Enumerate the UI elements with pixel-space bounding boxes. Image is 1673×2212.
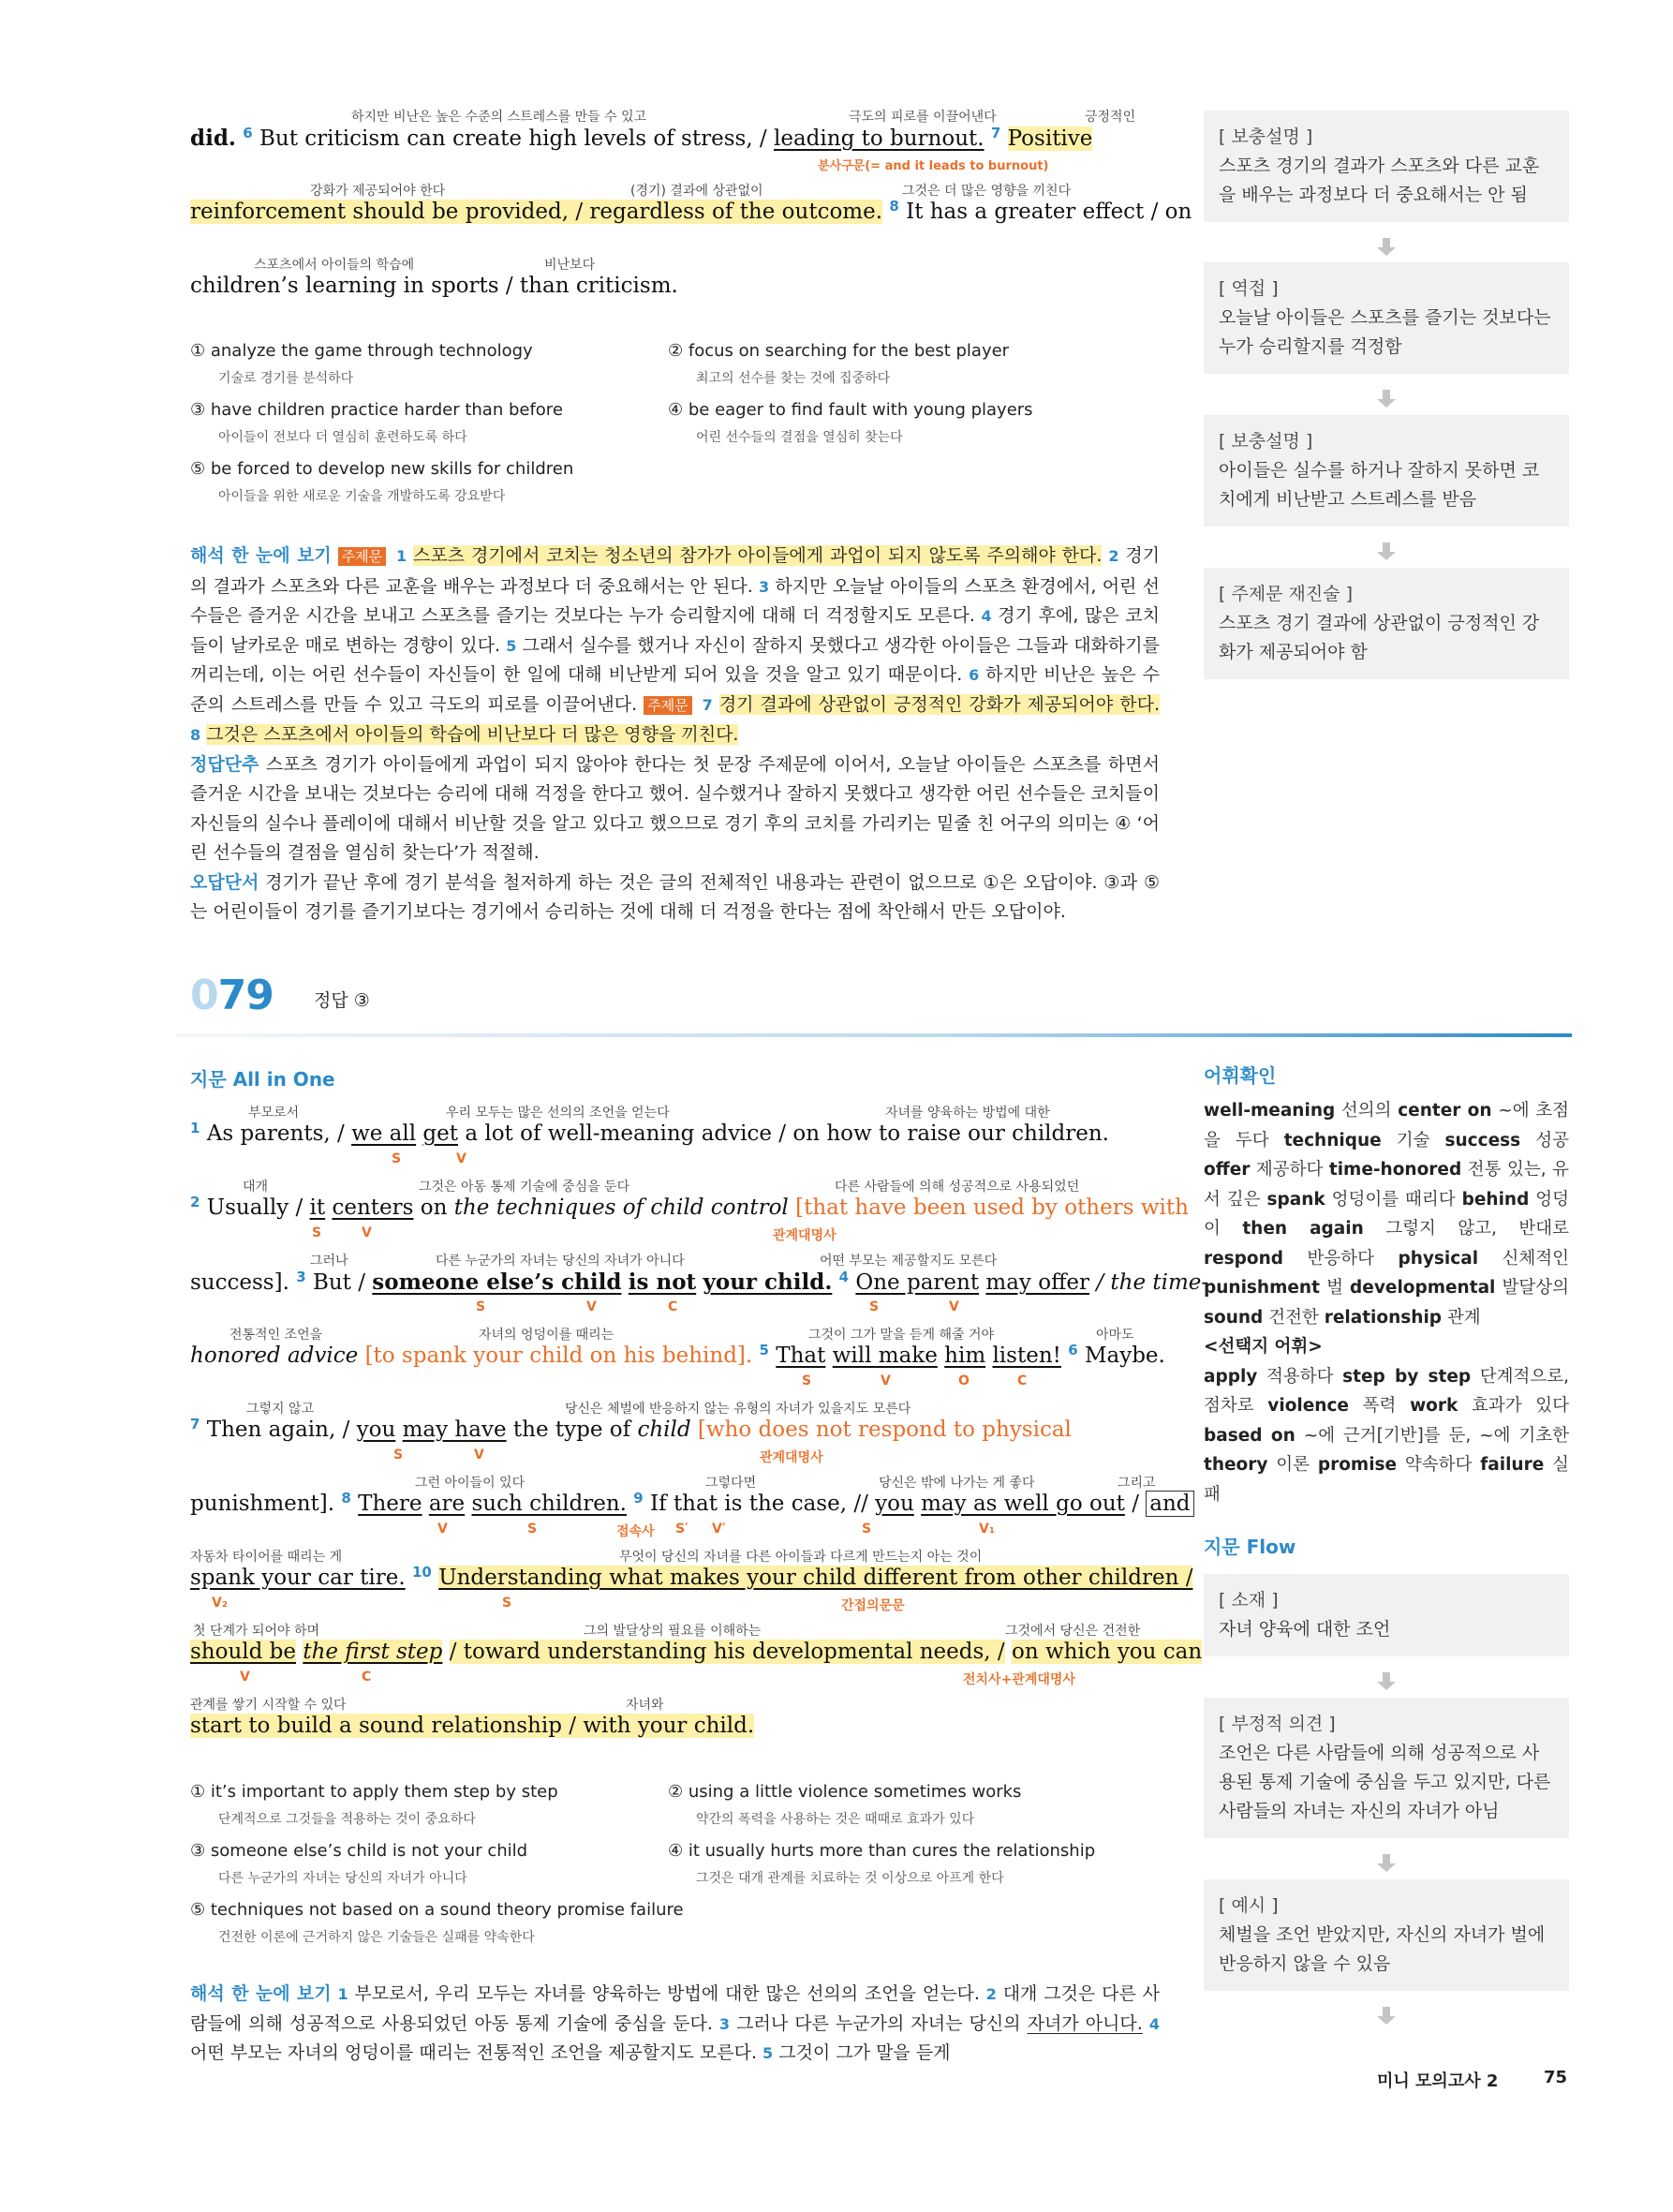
word: did. <box>190 126 236 151</box>
note-box <box>1204 415 1569 527</box>
subject: we all <box>351 1121 417 1146</box>
sentence-number: 5 <box>762 2044 774 2062</box>
gloss: 어떤 부모는 제공할지도 모른다 <box>820 1254 998 1269</box>
topic-tag: 주제문 <box>338 547 386 566</box>
vocab-word: respond <box>1204 1248 1284 1269</box>
vocab-meaning: 벌 <box>1326 1278 1343 1298</box>
vocab-word: failure <box>1480 1455 1545 1475</box>
vocab-meaning: 약속하다 <box>1404 1455 1473 1475</box>
choice-text: ③ have children practice harder than before <box>190 400 563 420</box>
sentence-number: 9 <box>633 1490 644 1507</box>
down-arrow-icon <box>1377 238 1396 257</box>
sentence-number: 5 <box>759 1342 769 1358</box>
sentence-number: 8 <box>341 1490 351 1507</box>
sentence: 그것이 그가 말을 듣게 <box>778 2042 951 2063</box>
flow-head: [ 부정적 의견 ] <box>1219 1714 1336 1734</box>
highlight-phrase: Understanding what makes your child different from other children / <box>438 1566 1193 1590</box>
choice-translation: 다른 누군가의 자녀는 당신의 자녀가 아니다 <box>218 1871 467 1886</box>
page-number: 75 <box>1544 2068 1568 2087</box>
vocab-word: then again <box>1242 1219 1364 1239</box>
verb: get <box>422 1121 458 1146</box>
grammar-mark: C <box>668 1299 678 1314</box>
choice-translation: 기술로 경기를 분석하다 <box>218 371 354 386</box>
gloss: 그것은 아동 통제 기술에 중심을 둔다 <box>419 1180 630 1195</box>
choice-text: ③ someone else’s child is not your child <box>190 1841 528 1861</box>
vocab-word: relationship <box>1324 1307 1443 1328</box>
grammar-mark: V <box>362 1225 372 1240</box>
sentence-number: 6 <box>1068 1342 1078 1358</box>
english-sentence <box>190 1714 1160 1738</box>
vocab-title: 어휘확인 <box>1204 1064 1277 1087</box>
vocab-meaning: 신체적인 <box>1502 1248 1570 1269</box>
section-label: 해석 한 눈에 보기 <box>190 545 332 566</box>
note-box <box>1204 568 1569 679</box>
gloss: 자녀의 엉덩이를 때리는 <box>479 1328 614 1343</box>
gloss: 당신은 체벌에 반응하지 않는 유형의 자녀가 있을지도 모른다 <box>565 1402 911 1417</box>
sentence-number: 10 <box>412 1564 432 1581</box>
vocab-word: violence <box>1267 1396 1349 1416</box>
note-body: 아이들은 실수를 하거나 잘하지 못하면 코치에게 비난받고 스트레스를 받음 <box>1219 460 1540 510</box>
sentence-number: 3 <box>718 2014 731 2033</box>
vocab-meaning: 엉덩이 <box>1204 1189 1570 1239</box>
english-sentence <box>190 1121 1160 1146</box>
sentence: 하지만 비난은 높은 수준의 스트레스를 만들 수 있고 극도의 피로를 이끌어낸다. <box>190 664 1160 715</box>
highlight-phrase: reinforcement should be provided, / regardless of the outcome. <box>190 200 883 224</box>
sentence-number: 2 <box>190 1194 200 1210</box>
vocab-list <box>1204 1096 1569 1509</box>
gloss: 무엇이 당신의 자녀를 다른 아이들과 다르게 만드는지 아는 것이 <box>619 1550 983 1565</box>
flow-head: [ 소재 ] <box>1219 1590 1279 1611</box>
sentence: 그래서 실수를 했거나 자신이 잘하지 못했다고 생각한 아이들은 그들과 대화하기를 꺼리는데, 이는 어린 선수들이 자신들이 한 일에 대해 비난받게 되어 있을 것을 알고 있기 때문이다. <box>190 634 1160 685</box>
vocab-word: spank <box>1266 1189 1325 1210</box>
vocab-word: behind <box>1461 1189 1530 1210</box>
verb: are <box>428 1492 466 1516</box>
grammar-mark: S′ <box>675 1522 688 1537</box>
grammar-mark: S <box>802 1373 812 1388</box>
down-arrow-icon <box>1377 2007 1396 2026</box>
vocab-subtitle: <선택지 어휘> <box>1204 1337 1323 1357</box>
gloss: 첫 단계가 되어야 하며 <box>193 1624 320 1639</box>
sentence: 자녀가 아니다. <box>1027 2012 1143 2034</box>
phrase: the techniques of child control <box>453 1195 789 1220</box>
analysis-paragraph <box>190 1980 1160 2069</box>
grammar-mark: C <box>362 1670 372 1685</box>
section-label: 정답단추 <box>190 753 259 775</box>
passage <box>190 0 1209 2212</box>
choice-translation: 최고의 선수를 찾는 것에 집중하다 <box>696 371 891 386</box>
grammar-mark: S <box>476 1299 486 1314</box>
choice-translation: 아이들을 위한 새로운 기술을 개발하도록 강요받다 <box>218 489 506 504</box>
phrase: Usually / <box>206 1195 304 1220</box>
vocab-meaning: 관계 <box>1446 1307 1481 1328</box>
vocab-meaning: 효과가 있다 <box>1471 1396 1569 1416</box>
flow-box <box>1204 1698 1569 1838</box>
vocab-word: technique <box>1283 1130 1382 1151</box>
vocab-meaning: 이론 <box>1276 1455 1310 1475</box>
verb: is not <box>628 1269 697 1295</box>
phrase: If that is the case, // <box>650 1492 868 1516</box>
sentence-number: 2 <box>1108 547 1119 565</box>
choice-text: ⑤ techniques not based on a sound theory promise failure <box>190 1900 684 1920</box>
vocab-word: center on <box>1398 1101 1492 1121</box>
down-arrow-icon <box>1377 1672 1396 1691</box>
english-line <box>190 1103 1160 1178</box>
choice-translation: 그것은 대개 관계를 치료하는 것 이상으로 아프게 한다 <box>696 1871 1004 1886</box>
vocab-word: time-honored <box>1328 1160 1462 1180</box>
vocab-word: physical <box>1398 1248 1479 1269</box>
choice-4[interactable] <box>668 1841 1136 1887</box>
phrase: honored advice <box>190 1344 359 1368</box>
vocab-meaning: 반응하다 <box>1307 1248 1374 1269</box>
choice-text: ⑤ be forced to develop new skills for children <box>190 459 574 479</box>
sentence-number: 3 <box>759 577 770 596</box>
gloss: 관계를 쌓기 시작할 수 있다 <box>190 1698 347 1713</box>
phrase: But criticism can create high levels of stress, / <box>259 126 767 151</box>
grammar-mark: 관계대명사 <box>773 1228 836 1243</box>
sentence-number: 8 <box>889 198 899 215</box>
sentence-number: 1 <box>190 1120 200 1136</box>
phrase: the type of <box>512 1418 631 1442</box>
vocab-meaning: 전통 있는, 유서 깊은 <box>1204 1160 1569 1210</box>
sentence-number: 6 <box>969 666 980 684</box>
vocab-meaning: ~에 근거[기반]를 둔, ~에 기초한 <box>1303 1425 1569 1446</box>
grammar-mark: V′ <box>712 1522 726 1537</box>
vocab-meaning: 발달상의 <box>1502 1278 1569 1298</box>
english-line <box>190 1251 1209 1326</box>
english-sentence <box>190 1194 1189 1220</box>
english-sentence <box>190 1269 1209 1295</box>
sentence-number: 4 <box>838 1269 850 1285</box>
note-body: 오늘날 아이들은 스포츠를 즐기는 것보다는 누가 승리할지를 걱정함 <box>1219 307 1551 357</box>
vocab-meaning: 그렇지 않고, 반대로 <box>1385 1219 1569 1239</box>
question-number: 079 <box>190 972 274 1019</box>
vocab-word: theory <box>1204 1455 1268 1475</box>
gloss: 긍정적인 <box>1085 110 1136 125</box>
answer-choices <box>190 1782 1160 1955</box>
section-title: 지문 All in One <box>190 1068 335 1091</box>
gloss: (경기) 결과에 상관없이 <box>630 184 763 199</box>
grammar-mark: S <box>869 1299 880 1314</box>
choice-translation: 건전한 이론에 근거하지 않은 기술들은 실패를 약속한다 <box>218 1930 535 1945</box>
grammar-mark: 분사구문(= and it leads to burnout) <box>818 159 1049 173</box>
infinitive-phrase: [to spank your child on his behind]. <box>364 1344 753 1368</box>
sentence-number: 4 <box>981 607 992 625</box>
sentence: 경기 후에, 많은 코치들이 날카로운 매로 변하는 경향이 있다. <box>190 605 1161 656</box>
topic-tag: 주제문 <box>644 696 691 715</box>
note-body: 스포츠 경기의 결과가 스포츠와 다른 교훈을 배우는 과정보다 더 중요해서는 안 됨 <box>1219 156 1540 205</box>
down-arrow-icon <box>1377 390 1396 408</box>
flow-box <box>1204 1574 1569 1656</box>
vocab-word: developmental <box>1350 1278 1496 1298</box>
sidebar <box>1204 0 1569 2212</box>
gloss: 그러나 <box>310 1254 348 1269</box>
english-line <box>190 1473 1191 1548</box>
verb: spank your car tire. <box>190 1566 406 1590</box>
highlight-phrase: start to build a sound relationship / with your child. <box>190 1714 755 1738</box>
phrase: punishment]. <box>190 1492 335 1516</box>
vocab-meaning: 적용하다 <box>1266 1366 1334 1387</box>
verb: will make <box>832 1344 938 1368</box>
wrong-answer-explanation: 경기가 끝난 후에 경기 분석을 철저하게 하는 것은 글의 전체적인 내용과는 관련이 없으므로 ①은 오답이야. ③과 ⑤는 어린이들이 경기를 즐기기보다는 경기에서 승리하는 것에 대해 더 걱정을 한다는 점에 착안해서 만든 오답이야. <box>190 871 1160 922</box>
highlight-sentence: 스포츠 경기에서 코치는 청소년의 참가가 아이들에게 과업이 되지 않도록 주의해야 한다. <box>413 545 1103 566</box>
verb: should be <box>190 1640 297 1664</box>
english-sentence <box>190 1342 1165 1368</box>
grammar-mark: 접속사 <box>616 1524 655 1539</box>
note-head: [ 주제문 재진술 ] <box>1219 584 1354 604</box>
grammar-mark: V₂ <box>212 1596 228 1611</box>
choice-text: ④ it usually hurts more than cures the relationship <box>668 1841 1096 1861</box>
complement: your child. <box>703 1269 833 1295</box>
answer-label: 정답 ③ <box>314 990 370 1011</box>
grammar-mark: 간접의문문 <box>841 1598 905 1613</box>
grammar-mark: V₁ <box>979 1522 995 1537</box>
grammar-mark: 관계대명사 <box>760 1450 823 1465</box>
gloss: 당신은 밖에 나가는 게 좋다 <box>879 1476 1035 1491</box>
grammar-mark: O <box>958 1373 970 1388</box>
conjunction: and <box>1146 1491 1193 1517</box>
sentence-number: 7 <box>190 1416 200 1433</box>
gloss: 비난보다 <box>544 258 596 273</box>
gloss: 다른 누군가의 자녀는 당신의 자녀가 아니다 <box>436 1254 685 1269</box>
phrase: a lot of well-meaning advice / on how to raise our children. <box>465 1121 1109 1146</box>
sentence: 그러나 다른 누군가의 자녀는 당신의 <box>736 2012 1021 2034</box>
sentence-number: 3 <box>296 1269 306 1285</box>
grammar-mark: V <box>437 1522 448 1537</box>
vocab-meaning: 기술 <box>1396 1130 1430 1151</box>
sentence-number: 2 <box>985 1985 997 2003</box>
grammar-mark: V <box>240 1670 250 1685</box>
answer-explanation: 스포츠 경기가 아이들에게 과업이 되지 않아야 한다는 첫 문장 주제문에 이어서, 오늘날 아이들은 스포츠를 하면서 즐거운 시간을 보내는 것보다는 승리에 대해 걱정을 한다고 했어. 실수했거나 잘하지 못했다고 생각한 어린 선수들은 코치들이 자신들의 실수나 플레이에 대해서 비난할 것을 알고 있다고 했으므로 경기 후의 코치를 가리키는 밑줄 친 어구의 의미는 ④ ‘어린 선수들의 결점을 열심히 찾는다’가 적절해. <box>190 753 1160 863</box>
gloss: 극도의 피로를 이끌어낸다 <box>849 110 997 125</box>
english-sentence <box>190 1640 1203 1664</box>
english-line <box>190 1399 1160 1474</box>
highlight-sentence: 경기 결과에 상관없이 긍정적인 강화가 제공되어야 한다. <box>718 693 1160 715</box>
gloss: 그렇다면 <box>705 1476 757 1491</box>
phrase: on <box>420 1195 448 1220</box>
phrase: child <box>637 1418 691 1442</box>
flow-body: 조언은 다른 사람들에 의해 성공적으로 사용된 통제 기술에 중심을 두고 있지만, 다른 사람들의 자녀는 자신의 자녀가 아님 <box>1219 1743 1551 1821</box>
grammar-mark: V <box>949 1299 959 1314</box>
grammar-mark: S <box>393 1447 404 1462</box>
vocab-word: work <box>1410 1396 1458 1416</box>
english-line <box>190 1325 1165 1400</box>
phrase: There <box>358 1492 422 1516</box>
vocab-word: based on <box>1204 1425 1295 1446</box>
choice-translation: 약간의 폭력을 사용하는 것은 때때로 효과가 있다 <box>696 1812 975 1827</box>
phrase: / <box>1132 1492 1139 1516</box>
gloss: 그리고 <box>1118 1476 1156 1491</box>
grammar-mark: C <box>1017 1373 1028 1388</box>
flow-body: 자녀 양육에 대한 조언 <box>1219 1619 1391 1640</box>
sentence-number: 6 <box>243 125 253 141</box>
subject: That <box>776 1344 826 1368</box>
phrase: But / <box>312 1270 365 1295</box>
choice-text: ② focus on searching for the best player <box>668 341 1010 361</box>
vocab-meaning: 엉덩이를 때리다 <box>1331 1189 1456 1210</box>
choice-1[interactable] <box>190 1782 659 1828</box>
gloss: 자녀와 <box>626 1698 664 1713</box>
down-arrow-icon <box>1377 542 1396 561</box>
highlight-phrase: / toward understanding his developmental needs, / <box>449 1640 1005 1664</box>
sentence-number: 8 <box>190 726 201 744</box>
gloss: 그의 발달상의 필요를 이해하는 <box>584 1624 762 1639</box>
note-box <box>1204 111 1569 222</box>
gloss: 그것은 더 많은 영향을 끼친다 <box>902 184 1072 199</box>
relative-clause: [who does not respond to physical <box>697 1418 1072 1442</box>
book-title: 미니 모의고사 2 <box>1377 2071 1499 2091</box>
complement: the first step <box>303 1640 443 1664</box>
phrase: / the time- <box>1096 1270 1209 1295</box>
gloss: 자동차 타이어를 때리는 게 <box>190 1550 343 1565</box>
vocab-meaning: 단계적으로, 점차로 <box>1204 1366 1569 1416</box>
vocab-word: step by step <box>1342 1366 1472 1387</box>
vocab-word: promise <box>1317 1455 1398 1475</box>
sentence: 부모로서, 우리 모두는 자녀를 양육하는 방법에 대한 많은 선의의 조언을 얻는다. <box>354 1983 980 2004</box>
choice-3[interactable] <box>190 1841 659 1887</box>
gloss: 자녀를 양육하는 방법에 대한 <box>885 1106 1050 1121</box>
grammar-mark: S <box>527 1522 538 1537</box>
vocab-word: punishment <box>1204 1278 1320 1298</box>
choice-translation: 어린 선수들의 결점을 열심히 찾는다 <box>696 430 903 445</box>
gloss: 하지만 비난은 높은 수준의 스트레스를 만들 수 있고 <box>351 110 647 125</box>
phrase: Maybe. <box>1084 1344 1165 1368</box>
subject: such children. <box>471 1492 627 1516</box>
subject: someone else’s child <box>372 1269 622 1295</box>
vocab-word: apply <box>1204 1366 1258 1387</box>
vocab-meaning: 폭력 <box>1362 1396 1397 1416</box>
sentence: 대개 그것은 다른 사람들에 의해 성공적으로 사용되었던 아동 통제 기술에 중심을 둔다. <box>190 1983 1160 2034</box>
gloss: 대개 <box>243 1180 269 1195</box>
subject: it <box>309 1195 326 1220</box>
gloss: 부모로서 <box>248 1106 300 1121</box>
highlight-phrase: Positive <box>1007 126 1093 151</box>
object: him <box>944 1344 986 1368</box>
note-head: [ 보충설명 ] <box>1219 431 1313 452</box>
sentence-number: 7 <box>702 695 713 714</box>
grammar-mark: V <box>474 1447 484 1462</box>
subject: One parent <box>855 1270 980 1295</box>
subject: you <box>875 1492 914 1516</box>
highlight-sentence: 그것은 스포츠에서 아이들의 학습에 비난보다 더 많은 영향을 끼친다. <box>206 724 739 745</box>
sentence-number: 1 <box>337 1985 348 2003</box>
phrase: success]. <box>190 1270 289 1295</box>
sentence-number: 5 <box>506 636 517 655</box>
grammar-mark: S <box>312 1225 322 1240</box>
vocab-word: offer <box>1204 1160 1251 1180</box>
gloss: 그렇지 않고 <box>246 1402 315 1417</box>
vocab-meaning: 성공 <box>1535 1130 1569 1151</box>
sentence: 어떤 부모는 자녀의 엉덩이를 때리는 전통적인 조언을 제공할지도 모른다. <box>190 2042 757 2063</box>
choice-2[interactable] <box>668 1782 1136 1828</box>
english-line <box>190 1177 1189 1252</box>
section-label: 해석 한 눈에 보기 <box>190 1983 332 2004</box>
phrase: children’s learning in sports / than criticism. <box>190 274 678 298</box>
english-sentence <box>190 1490 1191 1516</box>
verb: may have <box>402 1418 507 1442</box>
verb: may as well go out <box>921 1492 1125 1516</box>
grammar-mark: V <box>586 1299 597 1314</box>
flow-title: 지문 Flow <box>1204 1536 1296 1558</box>
choice-translation: 아이들이 전보다 더 열심히 훈련하도록 하다 <box>218 430 467 445</box>
verb: may offer <box>985 1270 1090 1295</box>
phrase: It has a greater effect / on <box>906 200 1192 224</box>
grammar-mark: V <box>456 1151 466 1166</box>
english-sentence <box>190 1564 1193 1590</box>
vocab-meaning: 건전한 <box>1268 1307 1319 1328</box>
grammar-mark: 전치사+관계대명사 <box>963 1672 1075 1687</box>
note-body: 스포츠 경기 결과에 상관없이 긍정적인 강화가 제공되어야 함 <box>1219 613 1540 662</box>
sentence-number: 1 <box>396 547 407 565</box>
gloss: 아마도 <box>1096 1328 1134 1343</box>
flow-body: 체벌을 조언 받았지만, 자신의 자녀가 벌에 반응하지 않을 수 있음 <box>1219 1924 1546 1974</box>
down-arrow-icon <box>1377 1854 1396 1873</box>
sentence-number: 4 <box>1148 2014 1160 2033</box>
verb: centers <box>332 1195 414 1220</box>
note-box <box>1204 262 1569 374</box>
choice-5[interactable] <box>190 1900 684 1946</box>
english-sentence <box>190 1418 1160 1442</box>
vocab-meaning: ~에 초점을 두다 <box>1204 1101 1569 1151</box>
gloss: 다른 사람들에 의해 성공적으로 사용되었던 <box>835 1180 1080 1195</box>
gloss: 스포츠에서 아이들의 학습에 <box>254 258 415 273</box>
grammar-mark: S <box>392 1151 402 1166</box>
choice-text: ① analyze the game through technology <box>190 341 533 361</box>
section-label: 오답단서 <box>190 871 259 893</box>
gloss: 강화가 제공되어야 한다 <box>310 184 446 199</box>
complement: listen! <box>992 1344 1061 1368</box>
vocab-meaning: 실패 <box>1204 1455 1569 1505</box>
vocab-word: well-meaning <box>1204 1101 1336 1121</box>
english-line <box>190 1547 1193 1622</box>
sentence-number: 7 <box>990 125 1001 141</box>
phrase: leading to burnout. <box>774 126 985 151</box>
gloss: 그것에서 당신은 건전한 <box>1005 1624 1141 1639</box>
phrase: As parents, / <box>206 1121 345 1146</box>
grammar-mark: S <box>862 1522 872 1537</box>
gloss: 우리 모두는 많은 선의의 조언을 얻는다 <box>446 1106 670 1121</box>
gloss: 그것이 그가 말을 듣게 해줄 거야 <box>808 1328 995 1343</box>
english-line <box>190 1695 1160 1770</box>
grammar-mark: V <box>881 1373 891 1388</box>
choice-translation: 단계적으로 그것들을 적용하는 것이 중요하다 <box>218 1812 476 1827</box>
phrase: Then again, / <box>206 1418 350 1442</box>
sentence: 경기의 결과가 스포츠와 다른 교훈을 배우는 과정보다 더 중요해서는 안 된다. <box>190 545 1161 597</box>
relative-clause: on which you can <box>1011 1640 1203 1664</box>
subject: you <box>356 1418 396 1442</box>
vocab-word: sound <box>1204 1307 1264 1328</box>
vocab-word: success <box>1444 1130 1521 1151</box>
vocab-meaning: 선의의 <box>1340 1101 1392 1121</box>
gloss: 그런 아이들이 있다 <box>415 1476 526 1491</box>
flow-box <box>1204 1879 1569 1991</box>
choice-text: ② using a little violence sometimes works <box>668 1782 1022 1802</box>
gloss: 전통적인 조언을 <box>229 1328 323 1343</box>
relative-clause: [that have been used by others with <box>795 1195 1189 1220</box>
vocab-meaning: 제공하다 <box>1255 1160 1324 1180</box>
note-head: [ 역접 ] <box>1219 278 1279 299</box>
sentence: 하지만 오늘날 아이들의 스포츠 환경에서, 어린 선수들은 즐거운 시간을 보내고 스포츠를 즐기는 것보다는 누가 승리할지에 대해 더 걱정할지도 모른다. <box>190 575 1160 626</box>
flow-head: [ 예시 ] <box>1219 1895 1279 1916</box>
english-line <box>190 1621 1203 1696</box>
grammar-mark: S <box>502 1596 512 1611</box>
choice-text: ④ be eager to find fault with young players <box>668 400 1033 420</box>
choice-text: ① it’s important to apply them step by step <box>190 1782 558 1802</box>
note-head: [ 보충설명 ] <box>1219 126 1313 147</box>
